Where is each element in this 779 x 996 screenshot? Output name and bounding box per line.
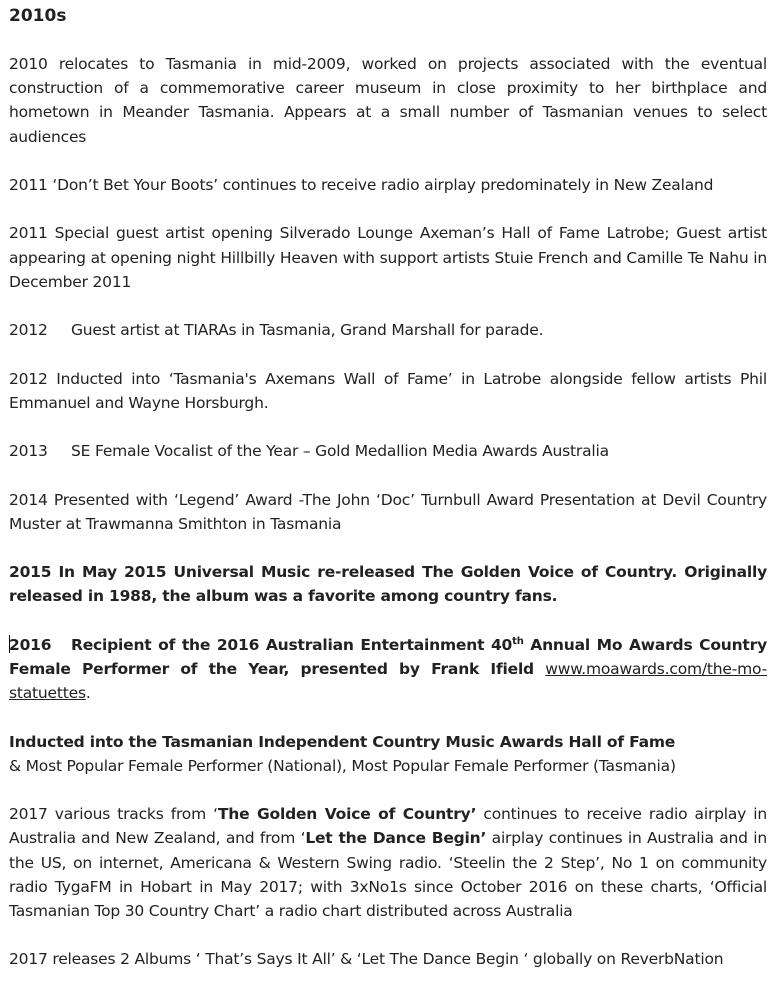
document-page [9,0,767,996]
entry-2012-tiaras [9,318,767,342]
entry-2014-legend: 2014 Presented with ‘Legend’ Award -The John ‘Doc’ Turnbull Award Presentation at Devil Country Muster at Trawmanna Smithton in Tasmania [9,490,767,533]
moawards-link[interactable]: www.moawards.com/the-mo-statuettes [9,659,767,703]
entry-2017-tracks [9,802,767,923]
entry-period: . [85,684,91,703]
entry-2015-universal: 2015 In May 2015 Universal Music re-released The Golden Voice of Country. Originally released in 1988, the album was a favorite among country fans. [9,563,767,606]
entry-year: 2016 [9,635,52,654]
entry-text-b: Annual Mo Awards Country Female Performer of the Year, presented by Frank Ifield [9,635,767,678]
entry-text: SE Female Vocalist of the Year – Gold Medallion Media Awards Australia [71,442,609,461]
text-run: airplay continues in Australia and in the US, on internet, Americana & Western Swing radio. ‘Steelin the 2 Step’, No 1 on community radio TygaFM in Hobart in May 2017; with 3xNo1s since October 2016 on these charts, ‘Official Tasmanian Top 30 Country Chart’ a radio chart distributed across Australia [9,829,767,920]
entry-title: Inducted into the Tasmanian Independent Country Music Awards Hall of Fame [9,732,676,751]
entry-year: 2012 [9,321,48,340]
entry-2011-silverado: 2011 Special guest artist opening Silverado Lounge Axeman’s Hall of Fame Latrobe; Guest artist appearing at opening night Hillbilly Heaven with support artists Stuie French and Camille Te Nahu in December 2011 [9,224,767,291]
album-golden-voice: The Golden Voice of Country’ [217,805,477,824]
entry-year: 2013 [9,442,48,461]
text-run: continues to receive radio airplay in Australia and New Zealand, and from ‘ [9,805,767,848]
section-heading: 2010s [9,6,67,26]
entry-text: & Most Popular Female Performer (National), Most Popular Female Performer (Tasmania) [9,756,676,775]
entry-2012-axemans: 2012 Inducted into ‘Tasmania's Axemans Wall of Fame’ in Latrobe alongside fellow artists Phil Emmanuel and Wayne Horsburgh. [9,369,767,412]
superscript-th: th [512,635,524,647]
entry-2013-vocalist [9,439,767,463]
entry-text-a: Recipient of the 2016 Australian Entertainment 40 [71,635,513,654]
entry-2011-dont-bet: 2011 ‘Don’t Bet Your Boots’ continues to receive radio airplay predominately in New Zealand [9,176,714,194]
entry-hall-of-fame [9,730,767,778]
album-let-the-dance: Let the Dance Begin’ [305,829,487,848]
entry-2010: 2010 relocates to Tasmania in mid-2009, worked on projects associated with the eventual construction of a commemorative career museum in close proximity to her birthplace and hometown in Meander Tasmania. Appears at a small number of Tasmanian venues to select audiences [9,55,767,146]
entry-2017-releases: 2017 releases 2 Albums ‘ That’s Says It All’ & ‘Let The Dance Begin ‘ globally on ReverbNation [9,950,724,969]
entry-2016-mo-awards [9,633,767,706]
entry-text: Guest artist at TIARAs in Tasmania, Grand Marshall for parade. [71,321,544,340]
text-run: 2017 various tracks from ‘ [9,805,218,824]
